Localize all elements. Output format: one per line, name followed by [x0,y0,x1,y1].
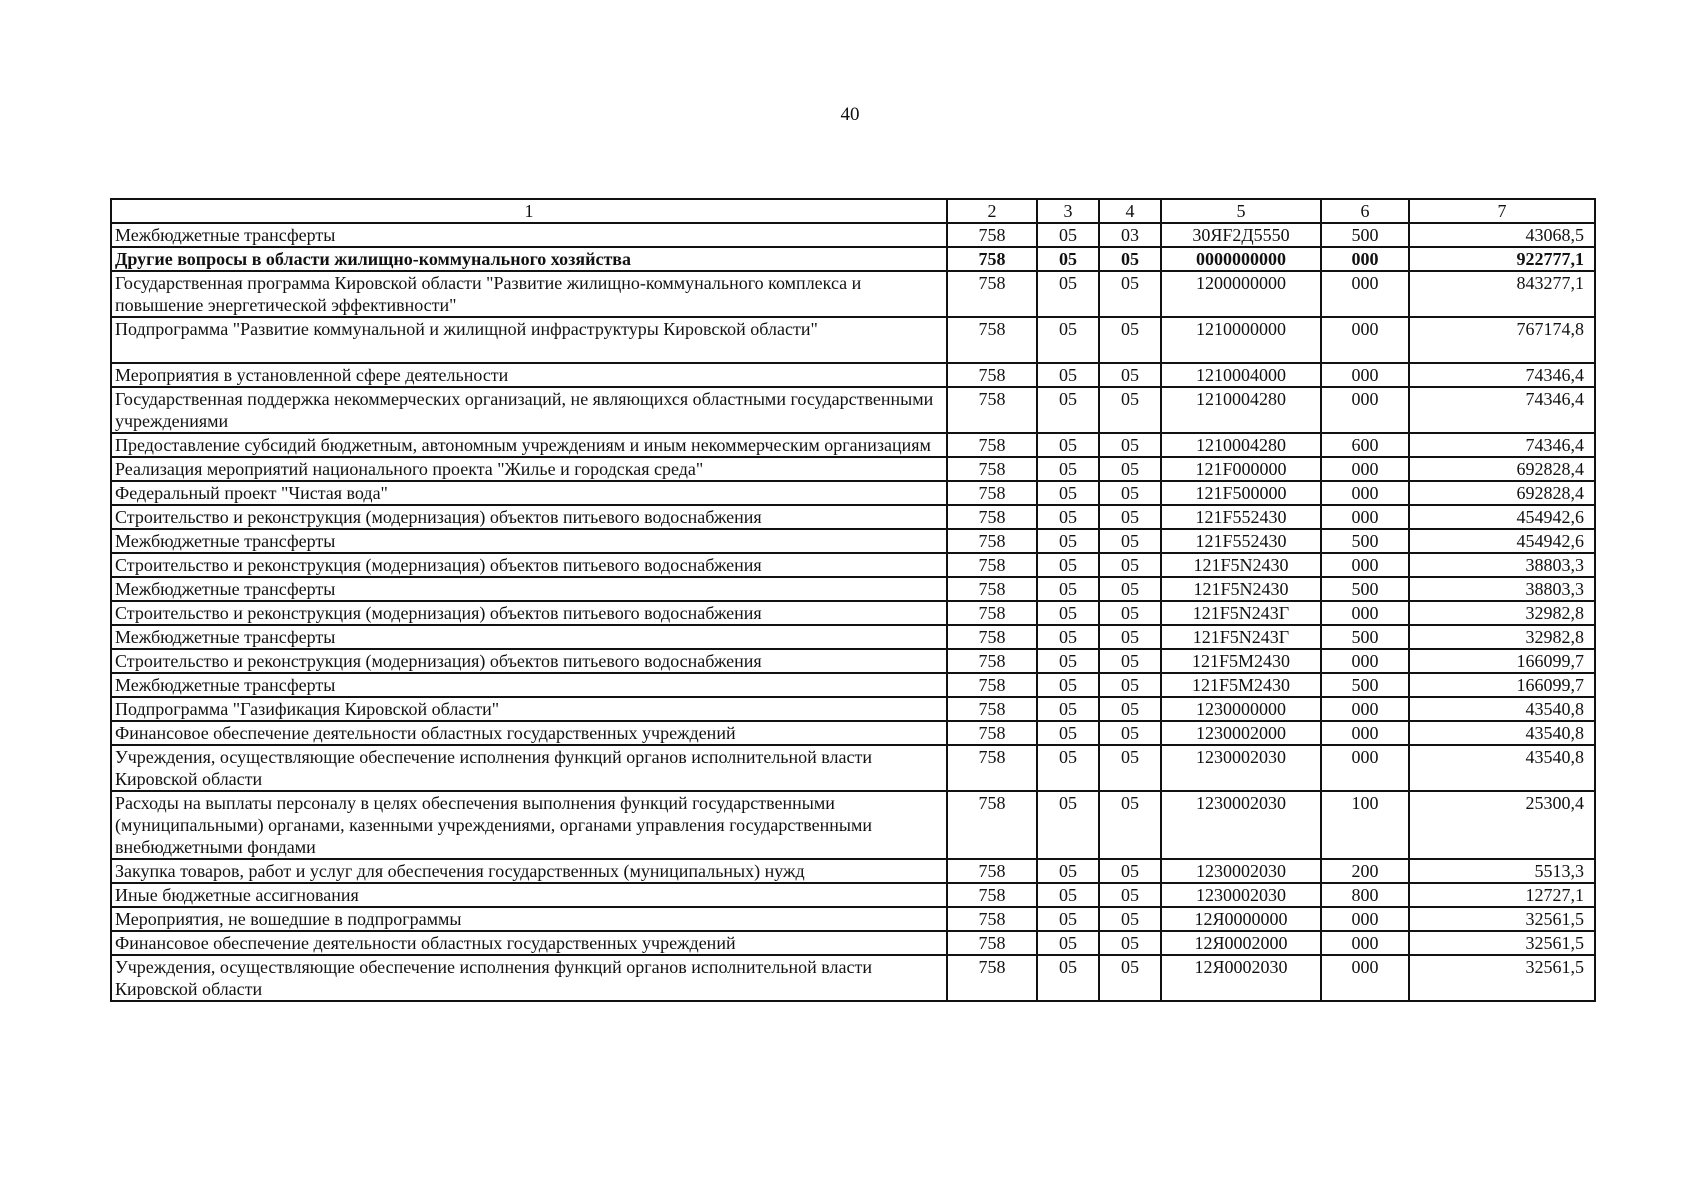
cell-ministry-code: 758 [947,931,1037,955]
cell-target-code: 1230000000 [1161,697,1321,721]
cell-description: Подпрограмма "Газификация Кировской области" [111,697,947,721]
cell-description: Государственная программа Кировской области "Развитие жилищно-коммунального комплекса и повышение энергетической эффективности" [111,271,947,317]
cell-subsection: 05 [1099,577,1161,601]
page-number: 40 [840,104,860,125]
table-row [111,433,1595,457]
cell-expense-type: 000 [1321,697,1409,721]
cell-expense-type: 000 [1321,387,1409,433]
cell-subsection: 05 [1099,859,1161,883]
cell-description: Межбюджетные трансферты [111,625,947,649]
cell-section: 05 [1037,625,1099,649]
cell-section: 05 [1037,481,1099,505]
cell-subsection: 05 [1099,601,1161,625]
cell-section: 05 [1037,791,1099,859]
cell-target-code: 121F5N2430 [1161,577,1321,601]
cell-amount: 454942,6 [1409,505,1595,529]
cell-section: 05 [1037,601,1099,625]
cell-expense-type: 000 [1321,481,1409,505]
cell-ministry-code: 758 [947,223,1037,247]
cell-target-code: 1230002030 [1161,859,1321,883]
cell-amount: 38803,3 [1409,553,1595,577]
cell-ministry-code: 758 [947,529,1037,553]
header-cell: 5 [1161,199,1321,223]
cell-description: Финансовое обеспечение деятельности областных государственных учреждений [111,721,947,745]
header-cell: 1 [111,199,947,223]
table-row [111,223,1595,247]
cell-target-code: 1210004280 [1161,433,1321,457]
header-row [111,199,1595,223]
cell-expense-type: 000 [1321,271,1409,317]
cell-description: Учреждения, осуществляющие обеспечение исполнения функций органов исполнительной власти Кировской области [111,955,947,1001]
budget-table [110,198,1596,1002]
cell-target-code: 1230002030 [1161,745,1321,791]
cell-expense-type: 000 [1321,931,1409,955]
cell-amount: 166099,7 [1409,673,1595,697]
cell-section: 05 [1037,673,1099,697]
cell-ministry-code: 758 [947,387,1037,433]
cell-amount: 43540,8 [1409,745,1595,791]
table-row [111,247,1595,271]
cell-section: 05 [1037,529,1099,553]
cell-description: Строительство и реконструкция (модернизация) объектов питьевого водоснабжения [111,601,947,625]
cell-amount: 32561,5 [1409,955,1595,1001]
cell-target-code: 1230002000 [1161,721,1321,745]
cell-expense-type: 000 [1321,955,1409,1001]
cell-ministry-code: 758 [947,363,1037,387]
cell-amount: 692828,4 [1409,457,1595,481]
cell-subsection: 05 [1099,363,1161,387]
cell-description: Строительство и реконструкция (модернизация) объектов питьевого водоснабжения [111,505,947,529]
cell-subsection: 03 [1099,223,1161,247]
table-row [111,387,1595,433]
table-row [111,649,1595,673]
cell-description: Межбюджетные трансферты [111,223,947,247]
cell-description: Мероприятия, не вошедшие в подпрограммы [111,907,947,931]
cell-amount: 32982,8 [1409,601,1595,625]
cell-subsection: 05 [1099,481,1161,505]
cell-description: Строительство и реконструкция (модернизация) объектов питьевого водоснабжения [111,553,947,577]
cell-subsection: 05 [1099,457,1161,481]
cell-target-code: 1230002030 [1161,883,1321,907]
cell-target-code: 121F5M2430 [1161,649,1321,673]
cell-description: Строительство и реконструкция (модернизация) объектов питьевого водоснабжения [111,649,947,673]
cell-description: Федеральный проект "Чистая вода" [111,481,947,505]
cell-ministry-code: 758 [947,553,1037,577]
table-row [111,363,1595,387]
cell-subsection: 05 [1099,317,1161,363]
cell-expense-type: 600 [1321,433,1409,457]
cell-description: Закупка товаров, работ и услуг для обеспечения государственных (муниципальных) нужд [111,859,947,883]
cell-expense-type: 500 [1321,673,1409,697]
cell-subsection: 05 [1099,625,1161,649]
cell-amount: 767174,8 [1409,317,1595,363]
cell-section: 05 [1037,223,1099,247]
cell-amount: 43540,8 [1409,697,1595,721]
cell-description: Реализация мероприятий национального проекта "Жилье и городская среда" [111,457,947,481]
cell-expense-type: 100 [1321,791,1409,859]
cell-target-code: 121F5N243Г [1161,625,1321,649]
cell-target-code: 0000000000 [1161,247,1321,271]
cell-description: Межбюджетные трансферты [111,577,947,601]
cell-amount: 12727,1 [1409,883,1595,907]
cell-description: Финансовое обеспечение деятельности областных государственных учреждений [111,931,947,955]
cell-ministry-code: 758 [947,433,1037,457]
cell-ministry-code: 758 [947,625,1037,649]
cell-target-code: 121F500000 [1161,481,1321,505]
table-row [111,931,1595,955]
table-row [111,481,1595,505]
cell-ministry-code: 758 [947,955,1037,1001]
cell-target-code: 12Я0002030 [1161,955,1321,1001]
cell-subsection: 05 [1099,673,1161,697]
cell-amount: 74346,4 [1409,433,1595,457]
cell-description: Учреждения, осуществляющие обеспечение исполнения функций органов исполнительной власти Кировской области [111,745,947,791]
cell-section: 05 [1037,457,1099,481]
cell-target-code: 121F5N243Г [1161,601,1321,625]
cell-section: 05 [1037,387,1099,433]
table-body [111,223,1595,1001]
cell-ministry-code: 758 [947,601,1037,625]
header-cell: 2 [947,199,1037,223]
cell-expense-type: 000 [1321,317,1409,363]
table-row [111,697,1595,721]
cell-expense-type: 500 [1321,223,1409,247]
cell-expense-type: 800 [1321,883,1409,907]
table-row [111,271,1595,317]
cell-target-code: 121F000000 [1161,457,1321,481]
cell-expense-type: 000 [1321,601,1409,625]
cell-subsection: 05 [1099,883,1161,907]
cell-amount: 843277,1 [1409,271,1595,317]
cell-expense-type: 000 [1321,247,1409,271]
cell-subsection: 05 [1099,791,1161,859]
header-cell: 4 [1099,199,1161,223]
cell-ministry-code: 758 [947,721,1037,745]
cell-target-code: 1210000000 [1161,317,1321,363]
header-cell: 7 [1409,199,1595,223]
cell-description: Государственная поддержка некоммерческих организаций, не являющихся областными государственными учреждениями [111,387,947,433]
cell-ministry-code: 758 [947,673,1037,697]
cell-amount: 32561,5 [1409,931,1595,955]
cell-ministry-code: 758 [947,907,1037,931]
cell-ministry-code: 758 [947,505,1037,529]
cell-subsection: 05 [1099,721,1161,745]
cell-target-code: 12Я0002000 [1161,931,1321,955]
cell-amount: 43068,5 [1409,223,1595,247]
table-row [111,673,1595,697]
table-row [111,505,1595,529]
cell-expense-type: 000 [1321,721,1409,745]
cell-subsection: 05 [1099,697,1161,721]
table-row [111,791,1595,859]
cell-section: 05 [1037,931,1099,955]
cell-ministry-code: 758 [947,247,1037,271]
cell-expense-type: 200 [1321,859,1409,883]
cell-section: 05 [1037,553,1099,577]
cell-description: Межбюджетные трансферты [111,529,947,553]
cell-ministry-code: 758 [947,649,1037,673]
cell-ministry-code: 758 [947,317,1037,363]
cell-amount: 454942,6 [1409,529,1595,553]
cell-expense-type: 000 [1321,505,1409,529]
cell-target-code: 1210004000 [1161,363,1321,387]
cell-ministry-code: 758 [947,791,1037,859]
cell-expense-type: 500 [1321,529,1409,553]
cell-ministry-code: 758 [947,457,1037,481]
cell-target-code: 1200000000 [1161,271,1321,317]
cell-description: Иные бюджетные ассигнования [111,883,947,907]
cell-amount: 43540,8 [1409,721,1595,745]
cell-subsection: 05 [1099,271,1161,317]
cell-description: Межбюджетные трансферты [111,673,947,697]
cell-ministry-code: 758 [947,271,1037,317]
header-cell: 3 [1037,199,1099,223]
cell-section: 05 [1037,271,1099,317]
cell-subsection: 05 [1099,955,1161,1001]
cell-ministry-code: 758 [947,481,1037,505]
cell-section: 05 [1037,907,1099,931]
cell-target-code: 1230002030 [1161,791,1321,859]
cell-ministry-code: 758 [947,577,1037,601]
cell-ministry-code: 758 [947,697,1037,721]
cell-amount: 38803,3 [1409,577,1595,601]
cell-amount: 74346,4 [1409,363,1595,387]
cell-amount: 32561,5 [1409,907,1595,931]
cell-expense-type: 500 [1321,577,1409,601]
cell-subsection: 05 [1099,247,1161,271]
cell-description: Предоставление субсидий бюджетным, автономным учреждениям и иным некоммерческим организациям [111,433,947,457]
cell-section: 05 [1037,955,1099,1001]
cell-amount: 922777,1 [1409,247,1595,271]
table-row [111,721,1595,745]
cell-subsection: 05 [1099,553,1161,577]
cell-expense-type: 000 [1321,363,1409,387]
cell-section: 05 [1037,859,1099,883]
table-row [111,883,1595,907]
cell-amount: 25300,4 [1409,791,1595,859]
cell-section: 05 [1037,745,1099,791]
cell-subsection: 05 [1099,505,1161,529]
cell-expense-type: 000 [1321,649,1409,673]
cell-section: 05 [1037,721,1099,745]
table-row [111,317,1595,363]
cell-expense-type: 000 [1321,907,1409,931]
table-row [111,601,1595,625]
cell-expense-type: 000 [1321,553,1409,577]
cell-section: 05 [1037,433,1099,457]
cell-target-code: 121F552430 [1161,505,1321,529]
cell-subsection: 05 [1099,745,1161,791]
cell-section: 05 [1037,883,1099,907]
cell-amount: 5513,3 [1409,859,1595,883]
cell-expense-type: 000 [1321,745,1409,791]
cell-section: 05 [1037,247,1099,271]
cell-section: 05 [1037,697,1099,721]
cell-subsection: 05 [1099,387,1161,433]
cell-subsection: 05 [1099,433,1161,457]
cell-target-code: 121F5N2430 [1161,553,1321,577]
cell-amount: 692828,4 [1409,481,1595,505]
table-row [111,625,1595,649]
table-row [111,577,1595,601]
table-row [111,745,1595,791]
cell-subsection: 05 [1099,529,1161,553]
cell-section: 05 [1037,577,1099,601]
cell-subsection: 05 [1099,931,1161,955]
cell-ministry-code: 758 [947,859,1037,883]
cell-section: 05 [1037,317,1099,363]
cell-ministry-code: 758 [947,745,1037,791]
cell-target-code: 121F5M2430 [1161,673,1321,697]
cell-subsection: 05 [1099,649,1161,673]
cell-description: Другие вопросы в области жилищно-коммунального хозяйства [111,247,947,271]
cell-target-code: 30ЯF2Д5550 [1161,223,1321,247]
cell-target-code: 1210004280 [1161,387,1321,433]
cell-ministry-code: 758 [947,883,1037,907]
cell-amount: 166099,7 [1409,649,1595,673]
cell-description: Расходы на выплаты персоналу в целях обеспечения выполнения функций государственными (муниципальными) органами, казенными учреждениями, органами управления государственными внебюджетными фондами [111,791,947,859]
cell-target-code: 12Я0000000 [1161,907,1321,931]
table-row [111,457,1595,481]
cell-target-code: 121F552430 [1161,529,1321,553]
table-row [111,955,1595,1001]
header-cell: 6 [1321,199,1409,223]
cell-expense-type: 500 [1321,625,1409,649]
table-row [111,529,1595,553]
cell-section: 05 [1037,505,1099,529]
cell-subsection: 05 [1099,907,1161,931]
cell-section: 05 [1037,363,1099,387]
table-row [111,553,1595,577]
table-row [111,859,1595,883]
cell-amount: 32982,8 [1409,625,1595,649]
cell-amount: 74346,4 [1409,387,1595,433]
cell-description: Мероприятия в установленной сфере деятельности [111,363,947,387]
cell-expense-type: 000 [1321,457,1409,481]
cell-description: Подпрограмма "Развитие коммунальной и жилищной инфраструктуры Кировской области" [111,317,947,363]
table-row [111,907,1595,931]
cell-section: 05 [1037,649,1099,673]
